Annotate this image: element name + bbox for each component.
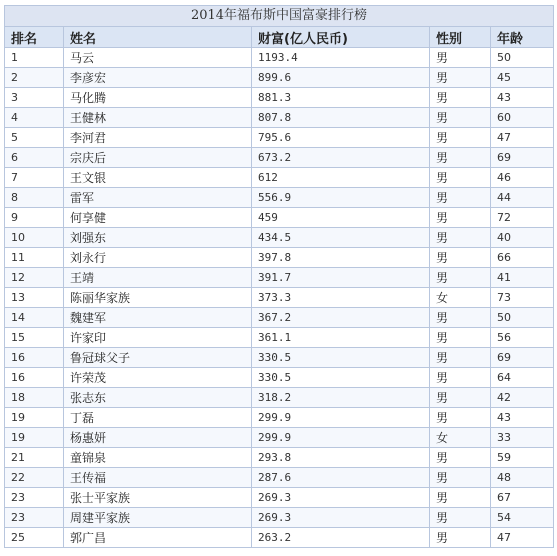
cell-rank: 19	[5, 428, 64, 448]
cell-wealth: 391.7	[252, 268, 430, 288]
table-row	[5, 108, 554, 128]
cell-wealth: 373.3	[252, 288, 430, 308]
cell-name: 李河君	[64, 128, 252, 148]
cell-rank: 23	[5, 508, 64, 528]
cell-rank: 16	[5, 348, 64, 368]
table-row	[5, 428, 554, 448]
cell-gender: 女	[430, 428, 491, 448]
cell-rank: 19	[5, 408, 64, 428]
cell-age: 47	[491, 128, 554, 148]
cell-rank: 1	[5, 48, 64, 68]
cell-gender: 男	[430, 308, 491, 328]
cell-wealth: 287.6	[252, 468, 430, 488]
cell-gender: 男	[430, 328, 491, 348]
cell-rank: 8	[5, 188, 64, 208]
cell-wealth: 1193.4	[252, 48, 430, 68]
cell-age: 45	[491, 68, 554, 88]
cell-age: 67	[491, 488, 554, 508]
cell-name: 周建平家族	[64, 508, 252, 528]
cell-rank: 25	[5, 528, 64, 548]
cell-gender: 男	[430, 348, 491, 368]
cell-wealth: 673.2	[252, 148, 430, 168]
cell-age: 33	[491, 428, 554, 448]
cell-age: 43	[491, 88, 554, 108]
cell-name: 郭广昌	[64, 528, 252, 548]
cell-gender: 男	[430, 208, 491, 228]
cell-wealth: 318.2	[252, 388, 430, 408]
cell-gender: 男	[430, 448, 491, 468]
cell-name: 许荣茂	[64, 368, 252, 388]
cell-wealth: 899.6	[252, 68, 430, 88]
table-row	[5, 408, 554, 428]
cell-name: 刘永行	[64, 248, 252, 268]
cell-gender: 男	[430, 408, 491, 428]
cell-gender: 男	[430, 388, 491, 408]
cell-name: 童锦泉	[64, 448, 252, 468]
table-row	[5, 168, 554, 188]
cell-age: 60	[491, 108, 554, 128]
cell-age: 47	[491, 528, 554, 548]
cell-name: 马化腾	[64, 88, 252, 108]
cell-rank: 6	[5, 148, 64, 168]
header-row	[5, 27, 554, 48]
cell-age: 69	[491, 348, 554, 368]
cell-age: 73	[491, 288, 554, 308]
table-row	[5, 188, 554, 208]
cell-rank: 3	[5, 88, 64, 108]
cell-rank: 14	[5, 308, 64, 328]
cell-wealth: 367.2	[252, 308, 430, 328]
cell-name: 张士平家族	[64, 488, 252, 508]
table-row	[5, 528, 554, 548]
ranking-table	[4, 5, 554, 548]
cell-gender: 男	[430, 48, 491, 68]
cell-gender: 男	[430, 88, 491, 108]
table-row	[5, 268, 554, 288]
table-row	[5, 508, 554, 528]
cell-gender: 男	[430, 368, 491, 388]
cell-gender: 男	[430, 128, 491, 148]
cell-wealth: 269.3	[252, 488, 430, 508]
cell-rank: 18	[5, 388, 64, 408]
cell-rank: 15	[5, 328, 64, 348]
table-row	[5, 48, 554, 68]
cell-age: 69	[491, 148, 554, 168]
cell-name: 雷军	[64, 188, 252, 208]
cell-age: 59	[491, 448, 554, 468]
cell-age: 64	[491, 368, 554, 388]
cell-age: 42	[491, 388, 554, 408]
cell-rank: 16	[5, 368, 64, 388]
cell-rank: 9	[5, 208, 64, 228]
cell-name: 杨惠妍	[64, 428, 252, 448]
cell-name: 宗庆后	[64, 148, 252, 168]
table-row	[5, 148, 554, 168]
table-row	[5, 468, 554, 488]
ranking-table-container	[4, 5, 553, 548]
cell-gender: 男	[430, 528, 491, 548]
cell-rank: 22	[5, 468, 64, 488]
cell-wealth: 269.3	[252, 508, 430, 528]
cell-gender: 男	[430, 248, 491, 268]
cell-age: 40	[491, 228, 554, 248]
table-row	[5, 128, 554, 148]
cell-gender: 男	[430, 468, 491, 488]
cell-gender: 男	[430, 68, 491, 88]
header-name: 姓名	[64, 27, 252, 48]
cell-gender: 男	[430, 148, 491, 168]
table-row	[5, 248, 554, 268]
cell-age: 66	[491, 248, 554, 268]
table-row	[5, 88, 554, 108]
cell-age: 72	[491, 208, 554, 228]
cell-age: 41	[491, 268, 554, 288]
header-wealth: 财富(亿人民币)	[252, 27, 430, 48]
cell-age: 50	[491, 48, 554, 68]
cell-gender: 男	[430, 188, 491, 208]
cell-name: 王靖	[64, 268, 252, 288]
cell-wealth: 807.8	[252, 108, 430, 128]
cell-age: 54	[491, 508, 554, 528]
cell-wealth: 361.1	[252, 328, 430, 348]
cell-wealth: 795.6	[252, 128, 430, 148]
cell-name: 许家印	[64, 328, 252, 348]
cell-gender: 男	[430, 268, 491, 288]
cell-rank: 10	[5, 228, 64, 248]
cell-wealth: 434.5	[252, 228, 430, 248]
cell-name: 刘强东	[64, 228, 252, 248]
cell-gender: 男	[430, 168, 491, 188]
cell-rank: 23	[5, 488, 64, 508]
cell-gender: 男	[430, 108, 491, 128]
cell-wealth: 881.3	[252, 88, 430, 108]
cell-wealth: 299.9	[252, 428, 430, 448]
header-age: 年龄	[491, 27, 554, 48]
table-row	[5, 348, 554, 368]
table-row	[5, 288, 554, 308]
table-row	[5, 308, 554, 328]
table-row	[5, 328, 554, 348]
cell-age: 44	[491, 188, 554, 208]
cell-age: 43	[491, 408, 554, 428]
cell-name: 魏建军	[64, 308, 252, 328]
cell-wealth: 263.2	[252, 528, 430, 548]
cell-name: 王健林	[64, 108, 252, 128]
cell-name: 王文银	[64, 168, 252, 188]
cell-name: 马云	[64, 48, 252, 68]
cell-rank: 5	[5, 128, 64, 148]
cell-name: 鲁冠球父子	[64, 348, 252, 368]
cell-name: 何享健	[64, 208, 252, 228]
table-row	[5, 448, 554, 468]
cell-gender: 男	[430, 508, 491, 528]
cell-wealth: 293.8	[252, 448, 430, 468]
table-row	[5, 68, 554, 88]
header-rank: 排名	[5, 27, 64, 48]
cell-wealth: 397.8	[252, 248, 430, 268]
cell-rank: 12	[5, 268, 64, 288]
table-row	[5, 388, 554, 408]
table-row	[5, 208, 554, 228]
cell-wealth: 330.5	[252, 348, 430, 368]
table-row	[5, 488, 554, 508]
cell-gender: 女	[430, 288, 491, 308]
cell-age: 46	[491, 168, 554, 188]
cell-name: 丁磊	[64, 408, 252, 428]
cell-rank: 7	[5, 168, 64, 188]
cell-age: 56	[491, 328, 554, 348]
cell-name: 王传福	[64, 468, 252, 488]
cell-wealth: 299.9	[252, 408, 430, 428]
header-gender: 性别	[430, 27, 491, 48]
cell-rank: 4	[5, 108, 64, 128]
cell-wealth: 459	[252, 208, 430, 228]
cell-age: 48	[491, 468, 554, 488]
cell-rank: 13	[5, 288, 64, 308]
cell-name: 张志东	[64, 388, 252, 408]
cell-wealth: 612	[252, 168, 430, 188]
cell-rank: 21	[5, 448, 64, 468]
cell-rank: 2	[5, 68, 64, 88]
table-row	[5, 228, 554, 248]
cell-wealth: 556.9	[252, 188, 430, 208]
cell-rank: 11	[5, 248, 64, 268]
table-row	[5, 368, 554, 388]
table-body	[5, 48, 554, 548]
cell-name: 陈丽华家族	[64, 288, 252, 308]
cell-name: 李彦宏	[64, 68, 252, 88]
cell-age: 50	[491, 308, 554, 328]
table-title: 2014年福布斯中国富豪排行榜	[4, 5, 554, 26]
cell-gender: 男	[430, 228, 491, 248]
cell-gender: 男	[430, 488, 491, 508]
cell-wealth: 330.5	[252, 368, 430, 388]
